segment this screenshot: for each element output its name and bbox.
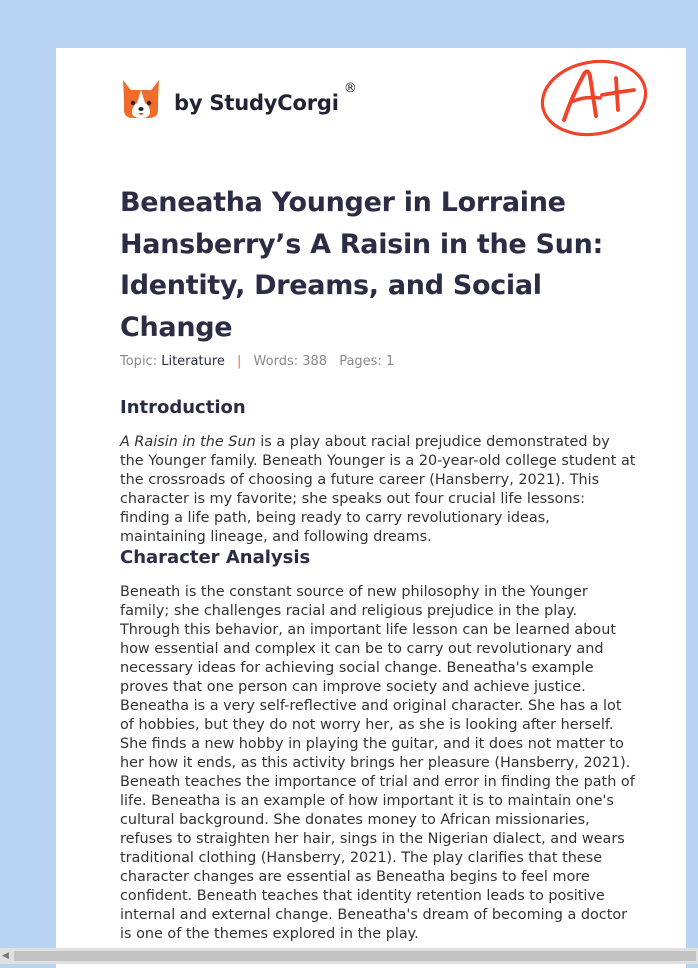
document-page: [56, 48, 686, 968]
topic-label: Topic:: [120, 354, 158, 369]
horizontal-scrollbar[interactable]: [0, 948, 698, 964]
topic-link[interactable]: Literature: [161, 354, 225, 369]
registered-mark: ®: [343, 81, 357, 96]
introduction-paragraph: [120, 433, 636, 547]
character-analysis-paragraph: Beneath is the constant source of new philosophy in the Younger family; she challenges racial and religious prejudice in the play. Through this behavior, an important life lesson can be learned about how essential and complex it can be to carry out revolutionary and necessary ideas for achieving social change. Beneatha's example proves that one person can improve society and achieve justice. Beneatha is a very self-reflective and original character. She has a lot of hobbies, but they do not worry her, as she is looking after herself. She finds a new hobby in playing the guitar, and it does not matter to her how it ends, as this activity brings her pleasure (Hansberry, 2021). Beneath teaches the importance of trial and error in finding the path of life. Beneatha is an example of how important it is to maintain one's cultural background. She donates money to African missionaries, refuses to straighten her hair, sings in the Nigerian dialect, and wears traditional clothing (Hansberry, 2021). The play clarifies that these character changes are essential as Beneatha begins to feel more confident. Beneath teaches that identity retention leads to positive internal and external change. Beneatha's dream of becoming a doctor is one of the themes explored in the play.: [120, 584, 635, 942]
essay-meta: [120, 354, 394, 369]
introduction-text: is a play about racial prejudice demonstrated by the Younger family. Beneath Younger is a 20-year-old college student at the crossroads of choosing a future career (Hansberry, 2021). This character is my favorite; she speaks out four crucial life lessons: finding a life path, being ready to carry revolutionary ideas, maintaining lineage, and following dreams.: [120, 434, 636, 545]
page-count: Pages: 1: [339, 354, 395, 369]
introduction-heading: Introduction: [120, 397, 246, 418]
word-count: Words: 388: [253, 354, 328, 369]
brand-name: [174, 81, 357, 115]
page-title: Beneatha Younger in Lorraine Hansberry’s A Raisin in the Sun: Identity, Dreams, and Social Change: [120, 187, 604, 343]
studycorgi-logo[interactable]: [120, 76, 357, 122]
play-title-italic: A Raisin in the Sun: [120, 434, 256, 450]
character-analysis-heading: Character Analysis: [120, 547, 311, 568]
scrollbar-thumb[interactable]: [14, 951, 696, 961]
corgi-icon: [120, 76, 162, 122]
meta-separator: |: [237, 354, 242, 369]
grade-a-plus-icon: [538, 58, 650, 142]
scroll-left-arrow-icon[interactable]: ◀: [2, 951, 9, 961]
brand-text: by StudyCorgi: [174, 91, 339, 115]
